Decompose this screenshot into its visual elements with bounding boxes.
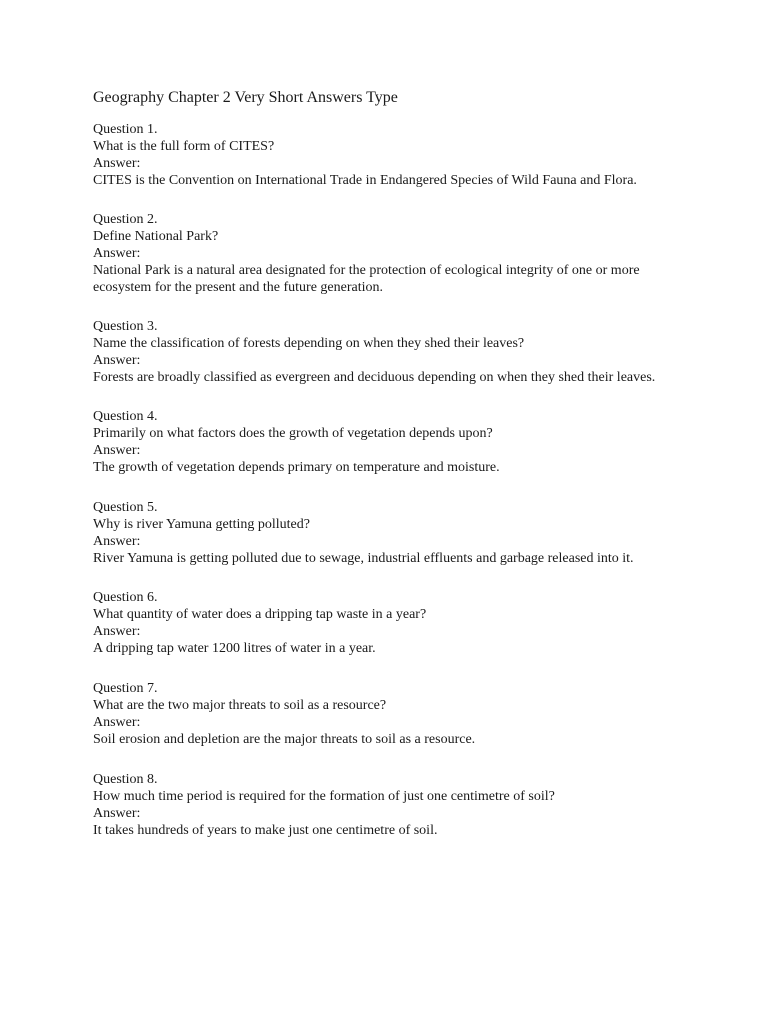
question-label: Question 1. xyxy=(93,122,158,137)
question-label: Question 8. xyxy=(93,772,158,787)
qa-item-1 xyxy=(93,121,683,189)
qa-list xyxy=(93,121,683,839)
qa-item-5 xyxy=(93,499,683,567)
answer-label: Answer: xyxy=(93,443,141,458)
answer-text: The growth of vegetation depends primary on temperature and moisture. xyxy=(93,460,500,475)
answer-label: Answer: xyxy=(93,806,141,821)
question-text: Primarily on what factors does the growth of vegetation depends upon? xyxy=(93,426,493,441)
question-label: Question 3. xyxy=(93,319,158,334)
qa-item-3 xyxy=(93,318,683,386)
document-title: Geography Chapter 2 Very Short Answers Type xyxy=(93,89,398,106)
answer-text: Forests are broadly classified as evergreen and deciduous depending on when they shed their leaves. xyxy=(93,370,656,385)
answer-text: National Park is a natural area designated for the protection of ecological integrity of one or more ecosystem for the present and the future generation. xyxy=(93,263,640,295)
question-text: What are the two major threats to soil as a resource? xyxy=(93,698,387,713)
question-label: Question 4. xyxy=(93,409,158,424)
answer-text: River Yamuna is getting polluted due to sewage, industrial effluents and garbage released into it. xyxy=(93,551,634,566)
answer-label: Answer: xyxy=(93,156,141,171)
qa-item-6 xyxy=(93,589,683,657)
document-page xyxy=(93,88,683,861)
question-label: Question 7. xyxy=(93,681,158,696)
question-text: What quantity of water does a dripping tap waste in a year? xyxy=(93,607,427,622)
question-text: Define National Park? xyxy=(93,229,219,244)
answer-text: It takes hundreds of years to make just one centimetre of soil. xyxy=(93,823,438,838)
question-text: Why is river Yamuna getting polluted? xyxy=(93,517,310,532)
question-label: Question 2. xyxy=(93,212,158,227)
question-text: What is the full form of CITES? xyxy=(93,139,275,154)
question-text: Name the classification of forests depending on when they shed their leaves? xyxy=(93,336,525,351)
qa-item-2 xyxy=(93,211,683,296)
answer-text: A dripping tap water 1200 litres of water in a year. xyxy=(93,641,376,656)
question-label: Question 5. xyxy=(93,500,158,515)
answer-label: Answer: xyxy=(93,246,141,261)
qa-item-8 xyxy=(93,771,683,839)
question-label: Question 6. xyxy=(93,590,158,605)
question-text: How much time period is required for the formation of just one centimetre of soil? xyxy=(93,789,555,804)
answer-label: Answer: xyxy=(93,353,141,368)
answer-label: Answer: xyxy=(93,715,141,730)
answer-text: CITES is the Convention on International Trade in Endangered Species of Wild Fauna and Flora. xyxy=(93,173,637,188)
qa-item-4 xyxy=(93,408,683,476)
answer-label: Answer: xyxy=(93,534,141,549)
answer-text: Soil erosion and depletion are the major threats to soil as a resource. xyxy=(93,732,476,747)
answer-label: Answer: xyxy=(93,624,141,639)
qa-item-7 xyxy=(93,680,683,748)
